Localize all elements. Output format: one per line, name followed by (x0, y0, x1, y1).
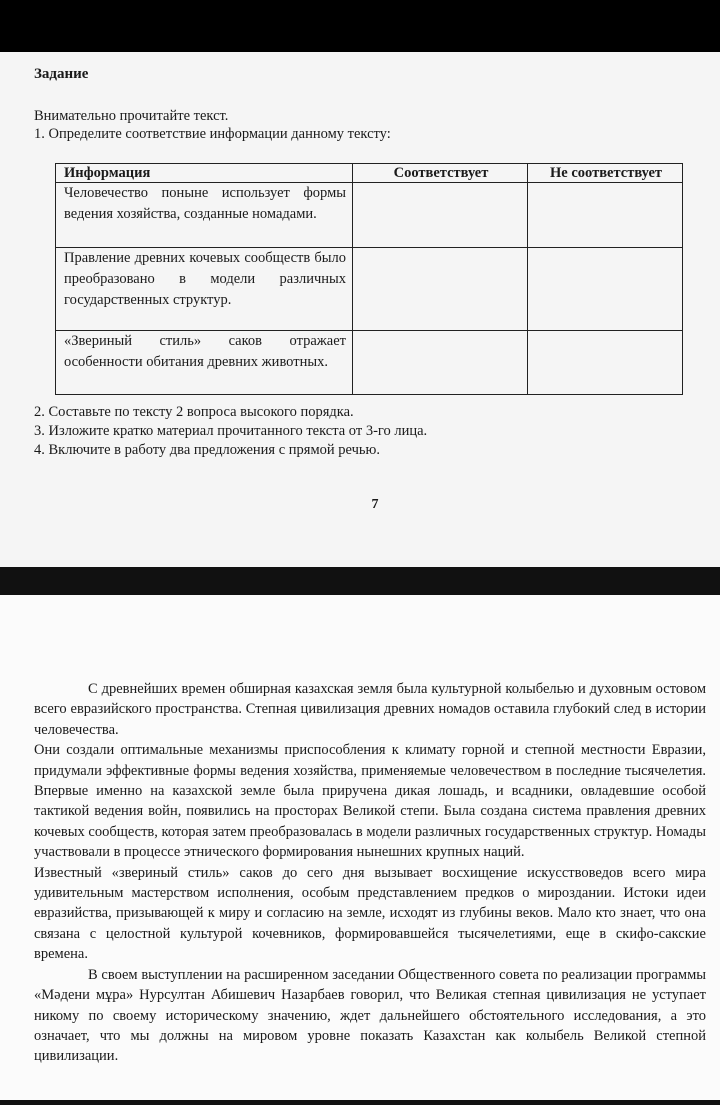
not-matches-cell[interactable] (528, 331, 683, 395)
page-number: 7 (371, 497, 379, 512)
col-header-not-matches: Не соответствует (528, 164, 683, 183)
task-list (34, 403, 427, 460)
table-row (56, 183, 683, 248)
row-statement: Правление древних кочевых сообществ было преобразовано в модели различных государственных структур. (56, 248, 353, 331)
table-header-row (56, 164, 683, 183)
not-matches-cell[interactable] (528, 248, 683, 331)
text-paragraph: В своем выступлении на расширенном заседании Общественного совета по реализации программы «Мәдени мұра» Нурсултан Абишевич Назарбаев говорил, что Великая степная цивилизация не уступает никому по своему историческому значению, ждет дальнейшего обстоятельного исследования, а это означает, что мы должны на мировом уровне показать Казахстан как колыбель Великой степной цивилизации. (34, 966, 706, 1065)
worksheet-page (0, 52, 720, 567)
matching-table (55, 163, 683, 395)
intro-instruction: Внимательно прочитайте текст. (34, 108, 229, 124)
table-row (56, 248, 683, 331)
matches-cell[interactable] (353, 331, 528, 395)
text-paragraph: Они создали оптимальные механизмы приспособления к климату горной и степной местности Евразии, придумали эффективные формы ведения хозяйства, применяемые человечеством в последние тысячелетия. Впервые именно на казахской земле была приручена дикая лошадь, и всадники, овладевшие особой тактикой ведения войн, появились на просторах Великой степи. Была создана система правления древних кочевых сообществ, которая затем преобразовалась в модели различных государственных структур. Номады участвовали в процессе этнического формирования нынешних крупных наций. (34, 742, 706, 861)
text-paragraph: С древнейших времен обширная казахская земля была культурной колыбелью и духовным остовом всего евразийского пространства. Степная цивилизация древних номадов оставила глубокий след в истории человечества. (34, 681, 706, 738)
task-item: 3. Изложите кратко материал прочитанного текста от 3-го лица. (34, 423, 428, 439)
table-row (56, 331, 683, 395)
row-statement: Человечество поныне использует формы ведения хозяйства, созданные номадами. (56, 183, 353, 248)
col-header-matches: Соответствует (353, 164, 528, 183)
text-paragraph: Известный «звериный стиль» саков до сего дня вызывает восхищение искусствоведов всего мира удивительным мастерством исполнения, особым представлением предков о мироздании. Истоки идеи евразийства, призывающей к миру и согласию на земле, исходят из глубины веков. Мало кто знает, что она связана с целостной культурой кочевников, формировавшейся тысячелетиями, еще в скифо-сакские времена. (34, 864, 706, 963)
page-separator-band (0, 567, 720, 595)
row-statement: «Звериный стиль» саков отражает особенности обитания древних животных. (56, 331, 353, 395)
matches-cell[interactable] (353, 183, 528, 248)
bottom-dark-band (0, 1100, 720, 1105)
task-1: 1. Определите соответствие информации данному тексту: (34, 126, 391, 142)
top-dark-band (0, 0, 720, 52)
col-header-info: Информация (56, 164, 353, 183)
task-item: 2. Составьте по тексту 2 вопроса высокого порядка. (34, 404, 354, 420)
reading-text (34, 679, 706, 1067)
not-matches-cell[interactable] (528, 183, 683, 248)
reading-text-page (0, 595, 720, 1100)
task-item: 4. Включите в работу два предложения с прямой речью. (34, 442, 380, 458)
page-title: Задание (34, 66, 89, 82)
matches-cell[interactable] (353, 248, 528, 331)
